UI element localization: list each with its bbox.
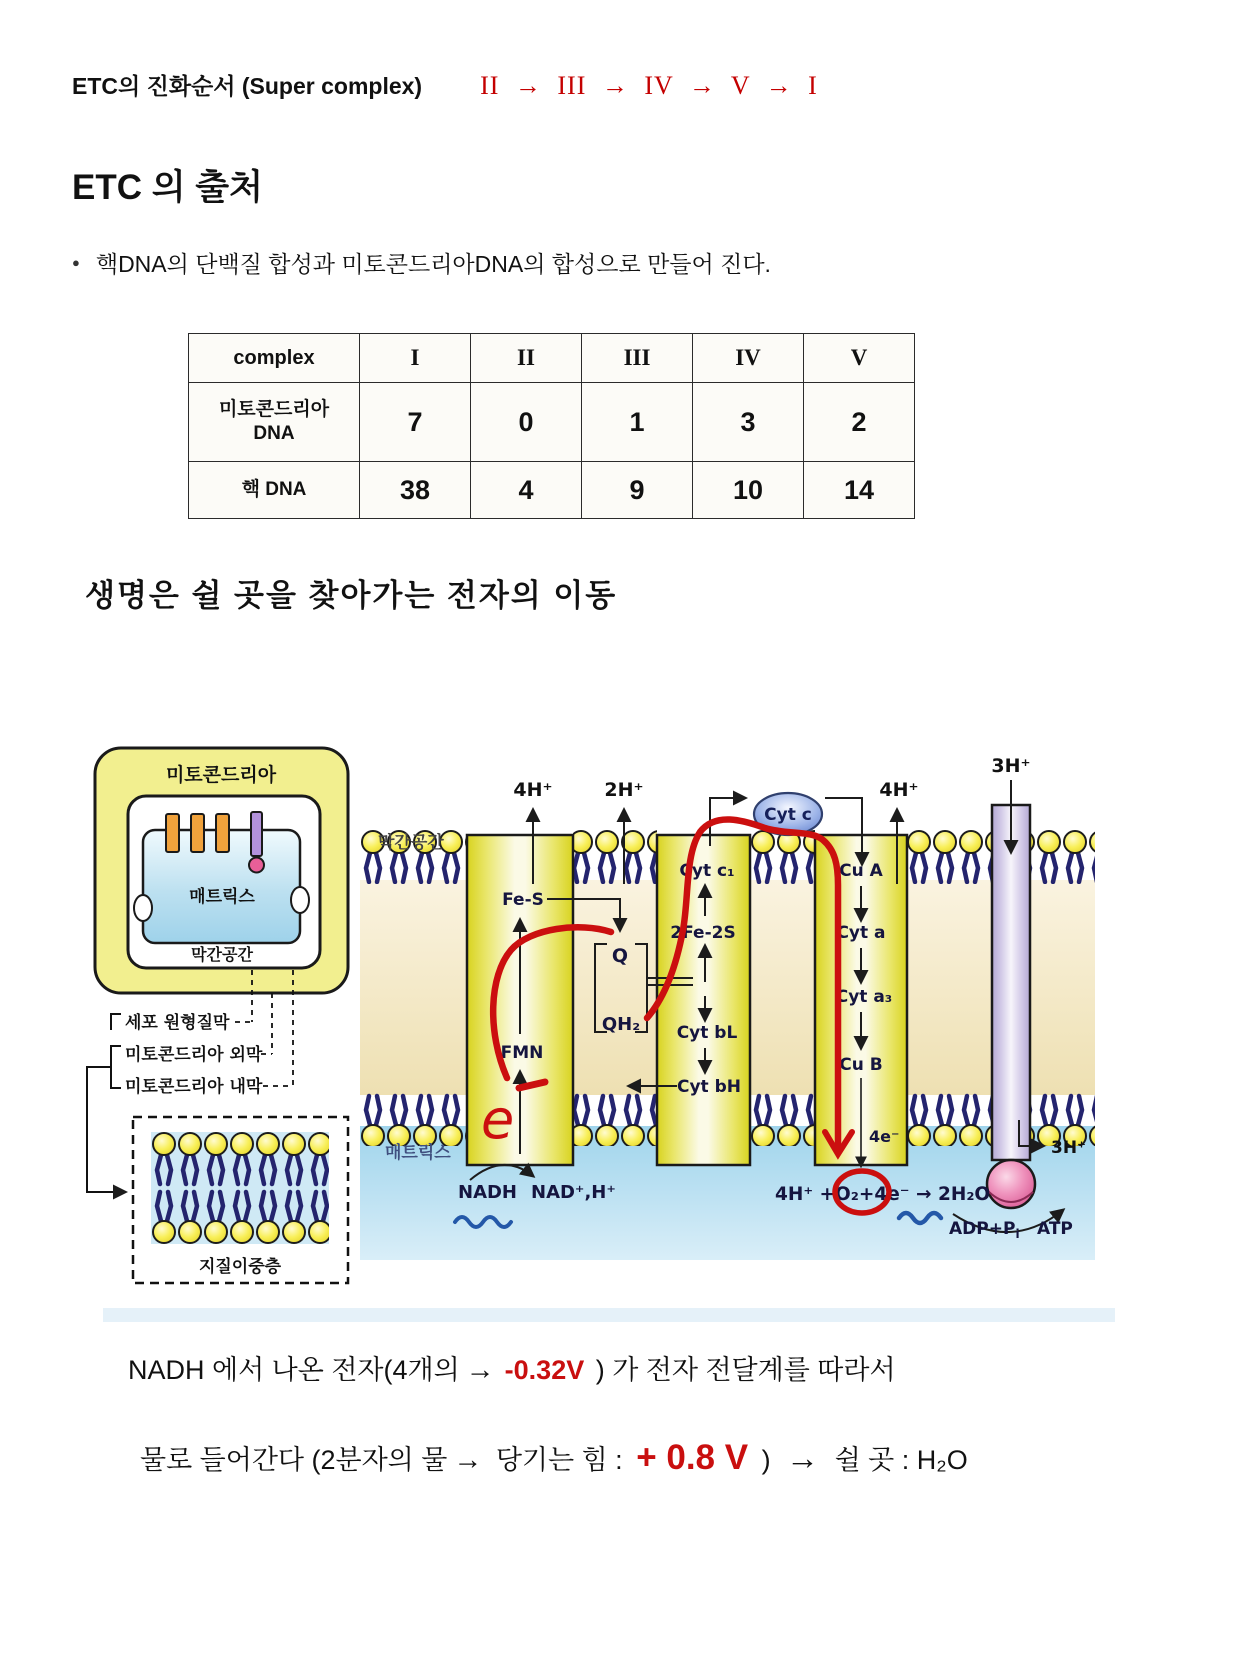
cyta-label: Cyt a (836, 923, 886, 943)
table-header-col: III (582, 334, 693, 383)
footer-line-2 (0, 1438, 1260, 1478)
bold-arrow-icon: → (465, 1354, 495, 1386)
footer2-red-voltage: + 0.8 V (636, 1438, 749, 1477)
fmn-label: FMN (500, 1043, 544, 1063)
matrix-label: 매트릭스 (385, 1143, 451, 1163)
footer2-text-c: ) (754, 1445, 779, 1475)
mito-imspace-label: 막간공간 (191, 945, 253, 964)
row-label-mito-dna: 미토콘드리아 DNA (189, 383, 360, 462)
bold-arrow-icon: → (453, 1444, 483, 1476)
adp-label: $ADP+P_i$ (949, 1219, 1020, 1241)
table-cell: 0 (471, 383, 582, 462)
imspace-label: 막간공간 (378, 833, 444, 853)
mito-label: 미토콘드리아 (165, 764, 277, 786)
footer2-text-a: 물로 들어간다 (2분자의 물 (140, 1445, 448, 1475)
etc-membrane-panel (360, 755, 1095, 1260)
nad-label: NAD⁺,H⁺ (531, 1182, 616, 1203)
section-heading-electron: 생명은 쉴 곳을 찾아가는 전자의 이동 (85, 578, 618, 613)
atp-synthase-bar (251, 812, 262, 856)
inner-membrane-label: 미토콘드리아 내막 (125, 1077, 263, 1097)
etc-diagram-svg (75, 680, 1160, 1325)
table-cell: 14 (804, 462, 915, 519)
table-row-mito-dna (189, 383, 915, 462)
table-cell: 3 (693, 383, 804, 462)
table-cell: 2 (804, 383, 915, 462)
bold-arrow-icon: → (786, 1439, 820, 1476)
h3side-label: 3H⁺ (1051, 1138, 1087, 1158)
fe2s-label: 2Fe-2S (670, 923, 736, 943)
bullet-text: 핵DNA의 단백질 합성과 미토콘드리아DNA의 합성으로 만들어 진다. (95, 251, 771, 277)
lipid-bilayer-box (133, 1117, 348, 1283)
bullet-row (72, 246, 771, 279)
table-row-nuclear-dna (189, 462, 915, 519)
atp-synthase-stalk (992, 805, 1030, 1160)
h4a-label: 4H⁺ (513, 779, 553, 801)
e4-label: 4e⁻ (869, 1127, 900, 1146)
qh2-label: QH₂ (601, 1014, 641, 1035)
cytbl-label: Cyt bL (676, 1023, 738, 1043)
q-label: Q (611, 945, 629, 967)
footer1-red-voltage: -0.32V (504, 1355, 585, 1385)
mito-matrix-label: 매트릭스 (189, 887, 255, 907)
cytc-label: Cyt c (764, 805, 812, 825)
label-bracket (87, 1014, 125, 1192)
nadh-label: NADH (458, 1182, 518, 1203)
h3top-label: 3H⁺ (991, 755, 1031, 777)
cytbh-label: Cyt bH (677, 1077, 741, 1097)
h4b-label: 4H⁺ (879, 779, 919, 801)
table-cell: 9 (582, 462, 693, 519)
crista-notch-left (134, 895, 152, 921)
table-cell: 38 (360, 462, 471, 519)
footer1-text-b: ) 가 전자 전달계를 따라서 (588, 1355, 896, 1385)
h2a-label: 2H⁺ (604, 779, 644, 801)
outer-membrane-label: 미토콘드리아 외막 (125, 1045, 263, 1065)
table-header-row (189, 334, 915, 383)
table-header-col: IV (693, 334, 804, 383)
cub-label: Cu B (839, 1055, 883, 1075)
table-cell: 10 (693, 462, 804, 519)
footer2-text-d: 쉴 곳 : H₂O (827, 1445, 968, 1475)
bilayer-label: 지질이중층 (198, 1257, 282, 1277)
table-header-complex: complex (189, 334, 360, 383)
membrane-protein-bar (191, 814, 204, 852)
cua-label: Cu A (839, 861, 883, 881)
plasma-membrane-label: 세포 원형질막 (125, 1013, 230, 1033)
atp-label: ATP (1037, 1219, 1073, 1239)
section-heading-source: ETC 의 출처 (72, 168, 263, 207)
table-cell: 7 (360, 383, 471, 462)
crista-notch-right (291, 887, 309, 913)
table-cell: 4 (471, 462, 582, 519)
atp-synthase-head (987, 1160, 1035, 1208)
table-header-col: V (804, 334, 915, 383)
bullet-icon: ● (72, 255, 80, 270)
cyta3-label: Cyt a₃ (835, 987, 893, 1007)
evolution-sequence: II → III → IV → V → I (480, 71, 818, 100)
mitochondria-panel (87, 748, 348, 1283)
cytc1-label: Cyt c₁ (679, 861, 735, 881)
doc-title: ETC의 진화순서 (Super complex) (72, 73, 423, 99)
row-label-nuclear-dna: 핵 DNA (189, 462, 360, 519)
scan-bottom-strip (103, 1308, 1115, 1322)
footer-line-1 (0, 1348, 1260, 1387)
membrane-protein-bar (166, 814, 179, 852)
footer1-text-a: NADH 에서 나온 전자(4개의 (128, 1355, 460, 1385)
complex-iii (657, 835, 750, 1165)
table-header-col: II (471, 334, 582, 383)
footer2-text-b: 당기는 힘 : (488, 1445, 631, 1475)
membrane-protein-bar (216, 814, 229, 852)
atp-synthase-knob (249, 858, 264, 873)
dna-table (188, 333, 915, 519)
table-header-col: I (360, 334, 471, 383)
table-cell: 1 (582, 383, 693, 462)
water-reaction: 4H⁺ +O₂+4e⁻ → 2H₂O (775, 1184, 991, 1205)
electron-handwritten: e (481, 1088, 515, 1151)
title-row (72, 68, 818, 101)
fes-label: Fe-S (502, 890, 544, 910)
